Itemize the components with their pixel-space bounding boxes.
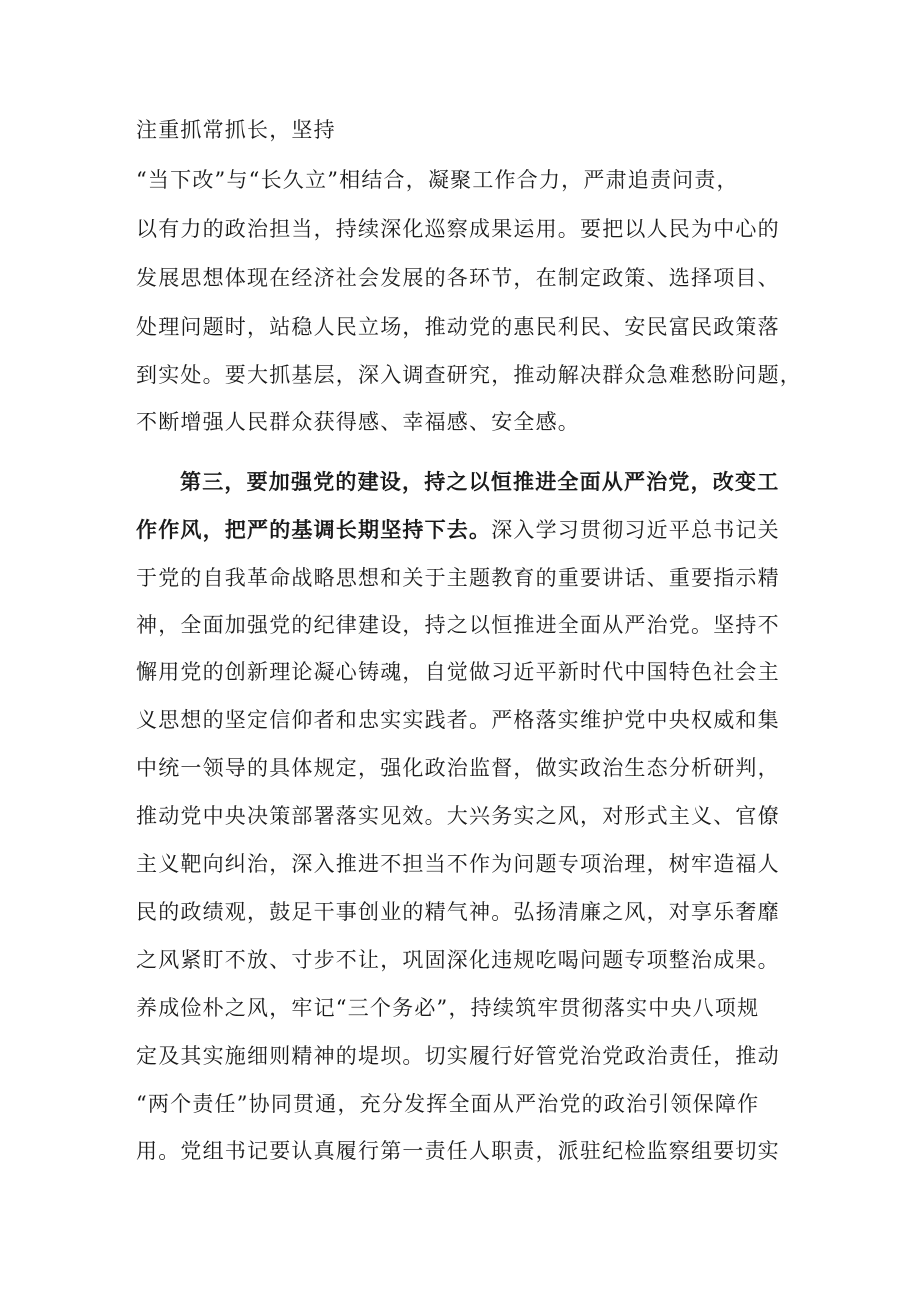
paragraph-2-line-6: 义思想的坚定信仰者和忠实实践者。严格落实维护党中央权威和集 [136,708,780,732]
paragraph-1-line-6: 到实处。要大抓基层，深入调查研究，推动解决群众急难愁盼问题， [136,363,802,387]
paragraph-2-line-12: 养成俭朴之风，牢记“三个务必”，持续筑牢贯彻落实中央八项规 [136,996,760,1020]
paragraph-2-line-4: 神，全面加强党的纪律建设，持之以恒推进全面从严治党。坚持不 [136,613,780,637]
paragraph-2-body-start: 深入学习贯彻习近平总书记关 [491,518,780,542]
paragraph-2-line-7: 中统一领导的具体规定，强化政治监督，做实政治生态分析研判， [136,756,780,780]
paragraph-2-line-3: 于党的自我革命战略思想和关于主题教育的重要讲话、重要指示精 [136,566,780,590]
paragraph-2-line-11: 之风紧盯不放、寸步不让，巩固深化违规吃喝问题专项整治成果。 [136,948,780,972]
paragraph-1-line-2: “当下改”与“长久立”相结合，凝聚工作合力，严肃追责问责， [136,168,739,192]
paragraph-2-line-8: 推动党中央决策部署落实见效。大兴务实之风，对形式主义、官僚 [136,804,780,828]
paragraph-1-line-1: 注重抓常抓长，坚持 [136,118,336,142]
paragraph-1-line-4: 发展思想体现在经济社会发展的各环节，在制定政策、选择项目、 [136,266,780,290]
paragraph-2-line-5: 懈用党的创新理论凝心铸魂，自觉做习近平新时代中国特色社会主 [136,660,780,684]
paragraph-2-heading-line-1: 第三，要加强党的建设，持之以恒推进全面从严治党，改变工 [180,469,780,494]
paragraph-2-heading-line-2 [136,510,780,550]
paragraph-1-line-5: 处理问题时，站稳人民立场，推动党的惠民利民、安民富民政策落 [136,315,780,339]
paragraph-2-line-9: 主义靶向纠治，深入推进不担当不作为问题专项治理，树牢造福人 [136,852,780,876]
paragraph-2-line-14: “两个责任”协同贯通，充分发挥全面从严治党的政治引领保障作 [136,1092,760,1116]
paragraph-1-line-3: 以有力的政治担当，持续深化巡察成果运用。要把以人民为中心的 [136,217,780,241]
paragraph-2-line-15: 用。党组书记要认真履行第一责任人职责，派驻纪检监察组要切实 [136,1139,780,1163]
paragraph-2-line-13: 定及其实施细则精神的堤坝。切实履行好管党治党政治责任，推动 [136,1044,780,1068]
paragraph-2-heading-bold-tail: 作作风，把严的基调长期坚持下去。 [136,517,492,542]
paragraph-1-line-7: 不断增强人民群众获得感、幸福感、安全感。 [136,410,580,434]
paragraph-2-line-10: 民的政绩观，鼓足干事创业的精气神。弘扬清廉之风，对享乐奢靡 [136,900,780,924]
